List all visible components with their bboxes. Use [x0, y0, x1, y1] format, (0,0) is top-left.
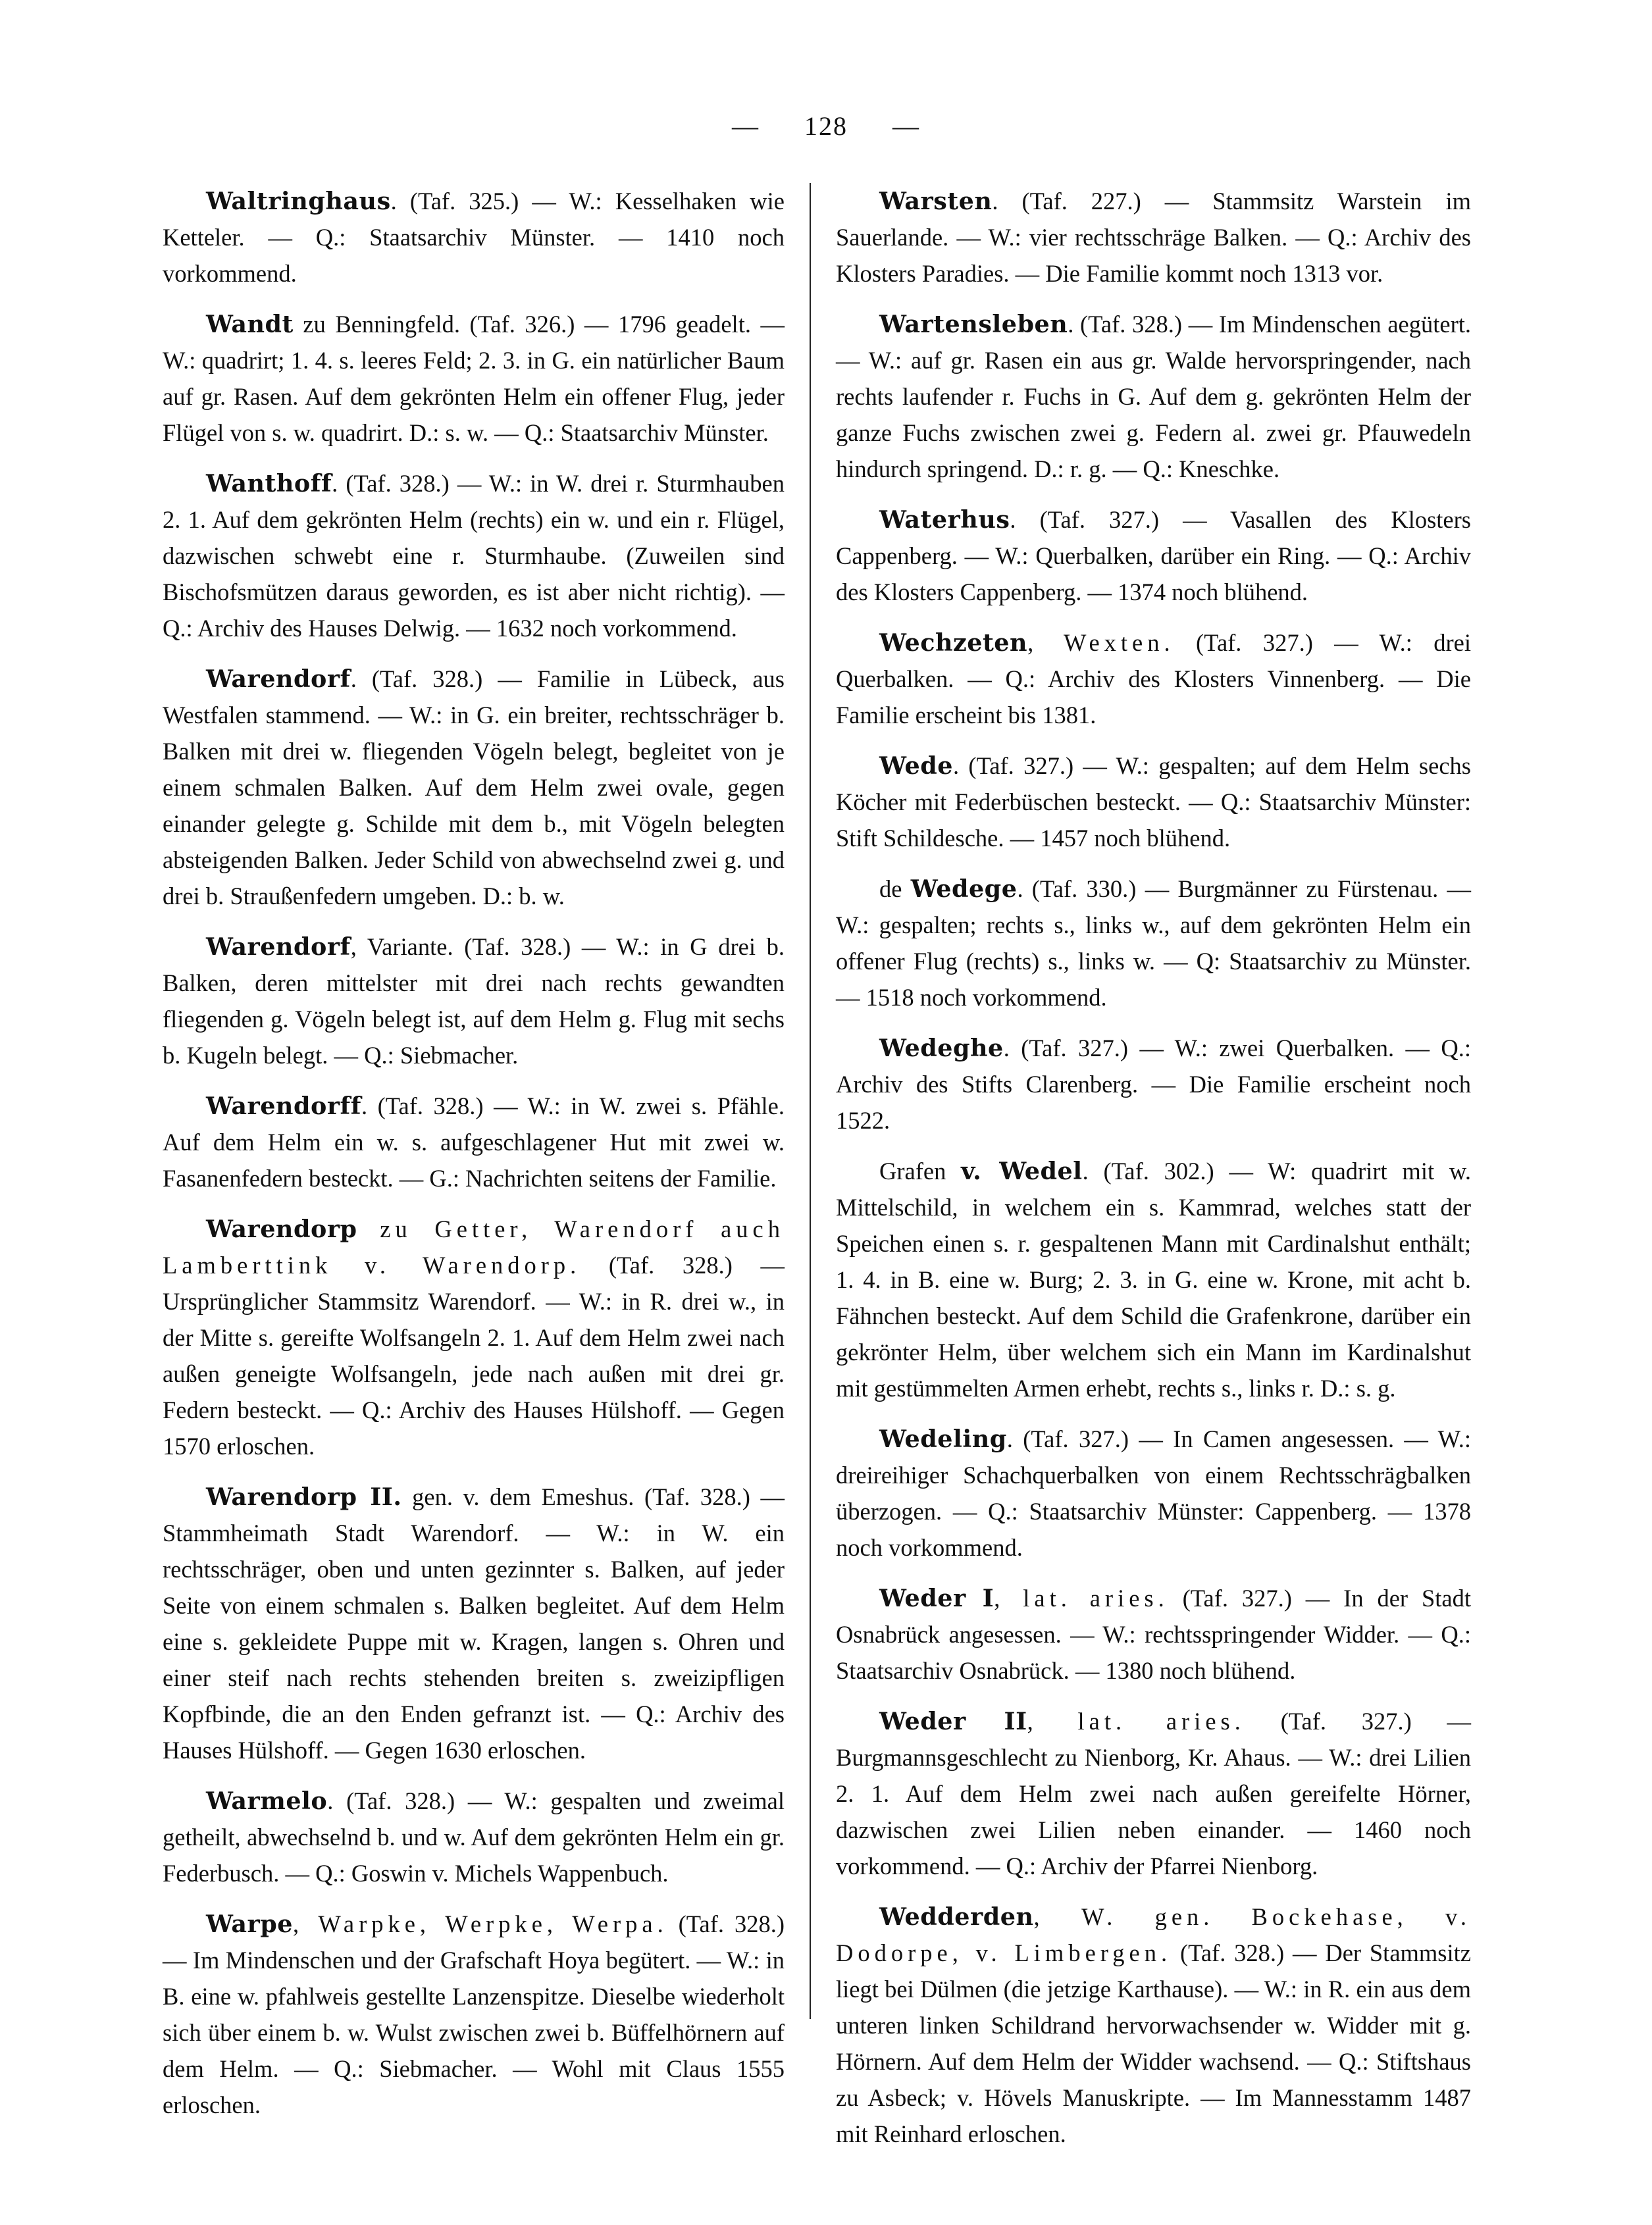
entry-alias: zu Getter, Warendorf auch Lamberttink v. Warendorp. [163, 1215, 785, 1279]
entry-wedeling [836, 1421, 1471, 1566]
entry-text: . (Taf. 327.) — Vasallen des Klosters Cappenberg. — W.: Querbalken, darüber ein Ring. — Q.: Archiv des Klosters Cappenberg. — 1374 noch blühend. [836, 506, 1471, 605]
entry-de-wedege [836, 871, 1471, 1015]
entry-name: Warpe [206, 1910, 293, 1938]
entry-alias: , Wexten. [1027, 629, 1175, 656]
entry-name: Wandt [206, 310, 294, 338]
entry-weder-ii [836, 1703, 1471, 1884]
entry-waltringhaus [163, 183, 785, 292]
page-number: 128 [804, 111, 848, 141]
entry-warendorf-variante [163, 929, 785, 1073]
entry-text: . (Taf. 327.) — In Camen angesessen. — W.: dreireihiger Schachquerbalken von einem Rechtsschrägbalken überzogen. — Q.: Staatsarchiv Münster: Cappenberg. — 1378 noch vorkommend. [836, 1425, 1471, 1561]
entry-warendorff [163, 1088, 785, 1196]
entry-name: Warmelo [206, 1787, 328, 1815]
entry-text: zu Benningfeld. (Taf. 326.) — 1796 geadelt. — W.: quadrirt; 1. 4. s. leeres Feld; 2. 3. in G. ein natürlicher Baum auf gr. Rasen. Auf dem gekrönten Helm ein offener Flug, jeder Flügel von s. w. quadrirt. D.: s. w. — Q.: Staatsarchiv Münster. [163, 311, 785, 446]
entry-name: Waterhus [879, 505, 1010, 534]
entry-text: . (Taf. 302.) — W: quadrirt mit w. Mittelschild, in welchem ein s. Kammrad, welches statt der Speichen einen s. r. gespaltenen Mann mit Cardinalshut enthält; 1. 4. in B. eine w. Burg; 2. 3. in G. eine w. Krone, mit acht b. Fähnchen besteckt. Auf dem Schild die Grafenkrone, darüber ein gekrönter Helm, über welchem sich ein Mann im Kardinalshut mit gestümmelten Armen erhebt, rechts s., links r. D.: s. g. [836, 1158, 1471, 1402]
entry-wandt [163, 306, 785, 451]
page-number-header [0, 111, 1652, 141]
entry-name: Warendorp II. [206, 1483, 402, 1511]
entry-warendorf [163, 661, 785, 914]
entry-name: Wedeghe [879, 1034, 1004, 1062]
entry-text: . (Taf. 227.) — Stammsitz Warstein im Sauerlande. — W.: vier rechtsschräge Balken. — Q.: Archiv des Klosters Paradies. — Die Familie kommt noch 1313 vor. [836, 188, 1471, 287]
entry-alias: , lat. aries. [994, 1585, 1169, 1612]
entry-warmelo [163, 1783, 785, 1891]
entry-text: . (Taf. 328.) — W.: in W. drei r. Sturmhauben 2. 1. Auf dem gekrönten Helm (rechts) ein w. und ein r. Flügel, dazwischen schwebt eine r. Sturmhaube. (Zuweilen sind Bischofsmützen daraus geworden, es ist aber nicht richtig). — Q.: Archiv des Hauses Delwig. — 1632 noch vorkommend. [163, 470, 785, 642]
entry-wede [836, 748, 1471, 856]
header-dash-left: — [732, 111, 760, 141]
entry-name: Wedderden [879, 1903, 1034, 1931]
entry-name: Warendorf [206, 665, 351, 693]
entry-text: . (Taf. 328.) — W.: gespalten und zweimal getheilt, abwechselnd b. und w. Auf dem gekrönten Helm ein gr. Federbusch. — Q.: Goswin v. Michels Wappenbuch. [163, 1787, 785, 1887]
entry-name: Waltringhaus [206, 187, 391, 215]
entry-text: . (Taf. 328.) — Im Mindenschen aegütert. — W.: auf gr. Rasen ein aus gr. Walde hervorspringender, nach rechts laufender r. Fuchs in G. Auf dem g. gekrönten Helm der ganze Fuchs zwischen zwei g. Federn al. zwei gr. Pfauwedeln hindurch springend. D.: r. g. — Q.: Kneschke. [836, 311, 1471, 482]
entry-wedeghe [836, 1030, 1471, 1138]
entry-alias: , lat. aries. [1027, 1708, 1245, 1735]
entry-name: Wartensleben [879, 310, 1068, 338]
column-divider [810, 183, 811, 2019]
entry-text: . (Taf. 328.) — Familie in Lübeck, aus Westfalen stammend. — W.: in G. ein breiter, rechtsschräger b. Balken mit drei w. fliegenden Vögeln belegt, begleitet von je einem schmalen Balken. Auf dem Helm zwei ovale, gegen einander gelegte g. Schilde mit dem b., mit Vögeln belegten absteigenden Balken. Jeder Schild von abwechselnd zwei g. und drei b. Straußenfedern umgeben. D.: b. w. [163, 665, 785, 909]
entry-text: (Taf. 328.) — Im Mindenschen und der Grafschaft Hoya begütert. — W.: in B. eine w. pfahlweis gestellte Lanzenspitze. Dieselbe wiederholt sich über einem b. w. Wulst zwischen zwei b. Büffelhörnern auf dem Helm. — Q.: Siebmacher. — Wohl mit Claus 1555 erloschen. [163, 1910, 785, 2118]
entry-text: , Variante. (Taf. 328.) — W.: in G drei b. Balken, deren mittelster mit drei nach rechts gewandten fliegenden g. Vögeln belegt ist, auf dem Helm g. Flug mit sechs b. Kugeln belegt. — Q.: Siebmacher. [163, 933, 785, 1069]
entry-name: Wedeling [879, 1425, 1007, 1453]
entry-name: Warendorf [206, 933, 351, 961]
entry-text: gen. v. dem Emeshus. (Taf. 328.) — Stammheimath Stadt Warendorf. — W.: in W. ein rechtsschräger, oben und unten gezinnter s. Balken, auf jeder Seite von einem schmalen s. Balken begleitet. Auf dem Helm eine s. gekleidete Puppe mit w. Kragen, langen s. Ohren und einer steif nach rechts stehenden breiten s. zweizipfligen Kopfbinde, die an den Enden gefranzt ist. — Q.: Archiv des Hauses Hülshoff. — Gegen 1630 erloschen. [163, 1483, 785, 1764]
entry-alias: , W. gen. Bockehase, v. Dodorpe, v. Limbergen. [836, 1903, 1471, 1966]
entry-wedderden [836, 1899, 1471, 2152]
left-column [163, 183, 785, 2137]
entry-text: (Taf. 327.) — W.: drei Querbalken. — Q.: Archiv des Klosters Vinnenberg. — Die Familie erscheint bis 1381. [836, 629, 1471, 729]
entry-wartensleben [836, 306, 1471, 487]
entry-grafen-v-wedel [836, 1153, 1471, 1406]
entry-text: (Taf. 328.) — Der Stammsitz liegt bei Dülmen (die jetzige Karthause). — W.: in R. ein aus dem unteren linken Schildrand hervorwachsender w. Widder mit g. Hörnern. Auf dem Helm der Widder wachsend. — Q.: Stiftshaus zu Asbeck; v. Hövels Manuskripte. — Im Mannesstamm 1487 mit Reinhard erloschen. [836, 1939, 1471, 2147]
entry-wechzeten [836, 625, 1471, 733]
entry-prefix: Grafen [879, 1158, 962, 1185]
entry-text: (Taf. 327.) — In der Stadt Osnabrück angesessen. — W.: rechtsspringender Widder. — Q.: Staatsarchiv Osnabrück. — 1380 noch blühend. [836, 1585, 1471, 1684]
entry-warendorp [163, 1211, 785, 1464]
entry-weder-i [836, 1580, 1471, 1689]
right-column [836, 183, 1471, 2166]
entry-text: . (Taf. 325.) — W.: Kesselhaken wie Ketteler. — Q.: Staatsarchiv Münster. — 1410 noch vorkommend. [163, 188, 785, 287]
entry-name: Wanthoff [206, 469, 332, 498]
entry-warsten [836, 183, 1471, 292]
entry-name: Warendorp [206, 1215, 357, 1243]
header-dash-right: — [892, 111, 920, 141]
entry-text: (Taf. 327.) — Burgmannsgeschlecht zu Nienborg, Kr. Ahaus. — W.: drei Lilien 2. 1. Auf dem Helm zwei nach außen gereifelte Hörner, dazwischen zwei Lilien neben einander. — 1460 noch vorkommend. — Q.: Archiv der Pfarrei Nienborg. [836, 1708, 1471, 1880]
entry-name: v. Wedel [961, 1157, 1083, 1185]
entry-text: (Taf. 328.) — Ursprünglicher Stammsitz Warendorf. — W.: in R. drei w., in der Mitte s. gereifte Wolfsangeln 2. 1. Auf dem Helm zwei nach außen geneigte Wolfsangeln, jede nach außen mit drei gr. Federn besteckt. — Q.: Archiv des Hauses Hülshoff. — Gegen 1570 erloschen. [163, 1252, 785, 1460]
entry-text: . (Taf. 327.) — W.: gespalten; auf dem Helm sechs Köcher mit Federbüschen besteckt. — Q.: Staatsarchiv Münster: Stift Schildesche. — 1457 noch blühend. [836, 752, 1471, 852]
entry-warpe [163, 1906, 785, 2123]
entry-text: . (Taf. 327.) — W.: zwei Querbalken. — Q.: Archiv des Stifts Clarenberg. — Die Familie erscheint noch 1522. [836, 1035, 1471, 1134]
entry-wanthoff [163, 465, 785, 646]
entry-name: Warendorff [206, 1092, 361, 1120]
entry-alias: , Warpke, Werpke, Werpa. [292, 1910, 668, 1937]
entry-name: Wechzeten [879, 628, 1028, 657]
entry-name: Wede [879, 752, 953, 780]
entry-name: Weder I [879, 1584, 994, 1612]
entry-warendorp-ii [163, 1479, 785, 1768]
entry-prefix: de [879, 875, 911, 902]
entry-text: . (Taf. 328.) — W.: in W. zwei s. Pfähle. Auf dem Helm ein w. s. aufgeschlagener Hut mit zwei w. Fasanenfedern besteckt. — G.: Nachrichten seitens der Familie. [163, 1092, 785, 1192]
entry-text: . (Taf. 330.) — Burgmänner zu Fürstenau. — W.: gespalten; rechts s., links w., auf dem gekrönten Helm ein offener Flug (rechts) s., links w. — Q: Staatsarchiv zu Münster. — 1518 noch vorkommend. [836, 875, 1471, 1011]
entry-name: Wedege [910, 875, 1018, 903]
entry-name: Warsten [879, 187, 993, 215]
entry-name: Weder II [879, 1707, 1027, 1735]
entry-waterhus [836, 501, 1471, 610]
